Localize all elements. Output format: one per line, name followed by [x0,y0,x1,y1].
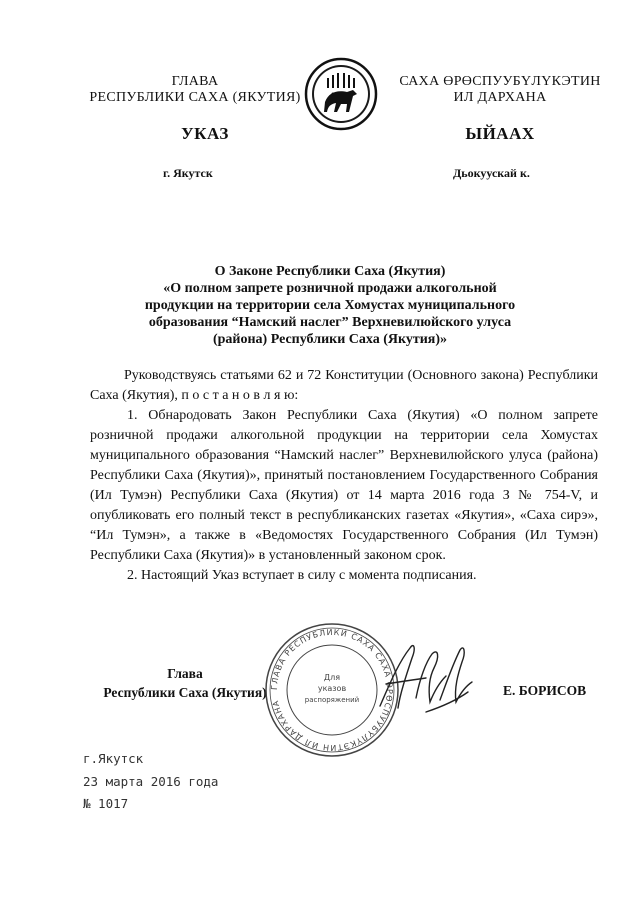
item-2-paragraph: 2. Настоящий Указ вступает в силу с момента подписания. [127,568,477,583]
header-right-block [385,74,615,106]
signatory-role-line1: Глава [167,666,203,681]
signatory-role-line2: Республики Саха (Якутия) [103,685,267,700]
header-left-line2: РЕСПУБЛИКИ САХА (ЯКУТИЯ) [89,90,301,105]
footer-date: 23 марта 2016 года [83,774,219,789]
document-body [90,366,598,586]
title-line: продукции на территории села Хомустах муниципального [144,298,516,313]
preamble-paragraph: Руководствуясь статьями 62 и 72 Конституции (Основного закона) Республики Саха (Якутия), п о с т а н о в л я ю: [90,368,598,403]
handwritten-signature [368,628,483,728]
footer-city: г.Якутск [83,751,144,766]
seal-center-line3: распоряжений [304,696,360,704]
header-right-line2: ИЛ ДАРХАНА [453,90,547,105]
footer-number: № 1017 [83,796,129,811]
title-line: образования “Намский наслег” Верхневилюйского улуса [148,315,512,330]
header-right-line1: САХА ӨРӨСПУУБҮЛҮКЭТИН [399,74,601,89]
title-line: «О полном запрете розничной продажи алкогольной [163,281,497,296]
city-sah: Дьокуускай к. [453,166,530,180]
city-ru: г. Якутск [163,166,213,180]
title-line: (района) Республики Саха (Якутия)» [212,332,448,347]
item-1-paragraph: 1. Обнародовать Закон Республики Саха (Якутия) «О полном запрете розничной продажи алкогольной продукции на территории села Хомустах муниципального образования “Намский наслег” Верхневилюйского улуса (района) Республики Саха (Якутия)», принятый постановлением Государственного Собрания (Ил Тумэн) Республики Саха (Якутия) от 14 марта 2016 года З № 754-V, и опубликовать его полный текст в республиканских газетах «Якутия», «Саха сирэ», “Ил Тумэн», а также в «Ведомостях Государственного Собрания (Ил Тумэн) Республики Саха (Якутия)» в установленный законом срок. [90,408,598,563]
header-left-block [70,74,320,106]
signatory-role [90,664,280,702]
seal-outer-text: ГЛАВА РЕСПУБЛИКИ САХА САХА ӨРӨСПУУБҮЛҮКЭТИН ИЛ ДАРХАНА [269,627,395,753]
decree-title-ru: УКАЗ [181,124,229,143]
sakha-coat-of-arms-icon [303,56,379,132]
seal-center-line2: указов [317,684,347,693]
signatory-name: Е. БОРИСОВ [503,683,587,698]
header-left-line1: ГЛАВА [171,74,219,89]
title-line: О Законе Республики Саха (Якутия) [214,264,446,279]
decree-title-sah: ЫЙААХ [465,124,535,143]
seal-center-line1: Для [323,673,341,682]
document-title [110,263,550,348]
